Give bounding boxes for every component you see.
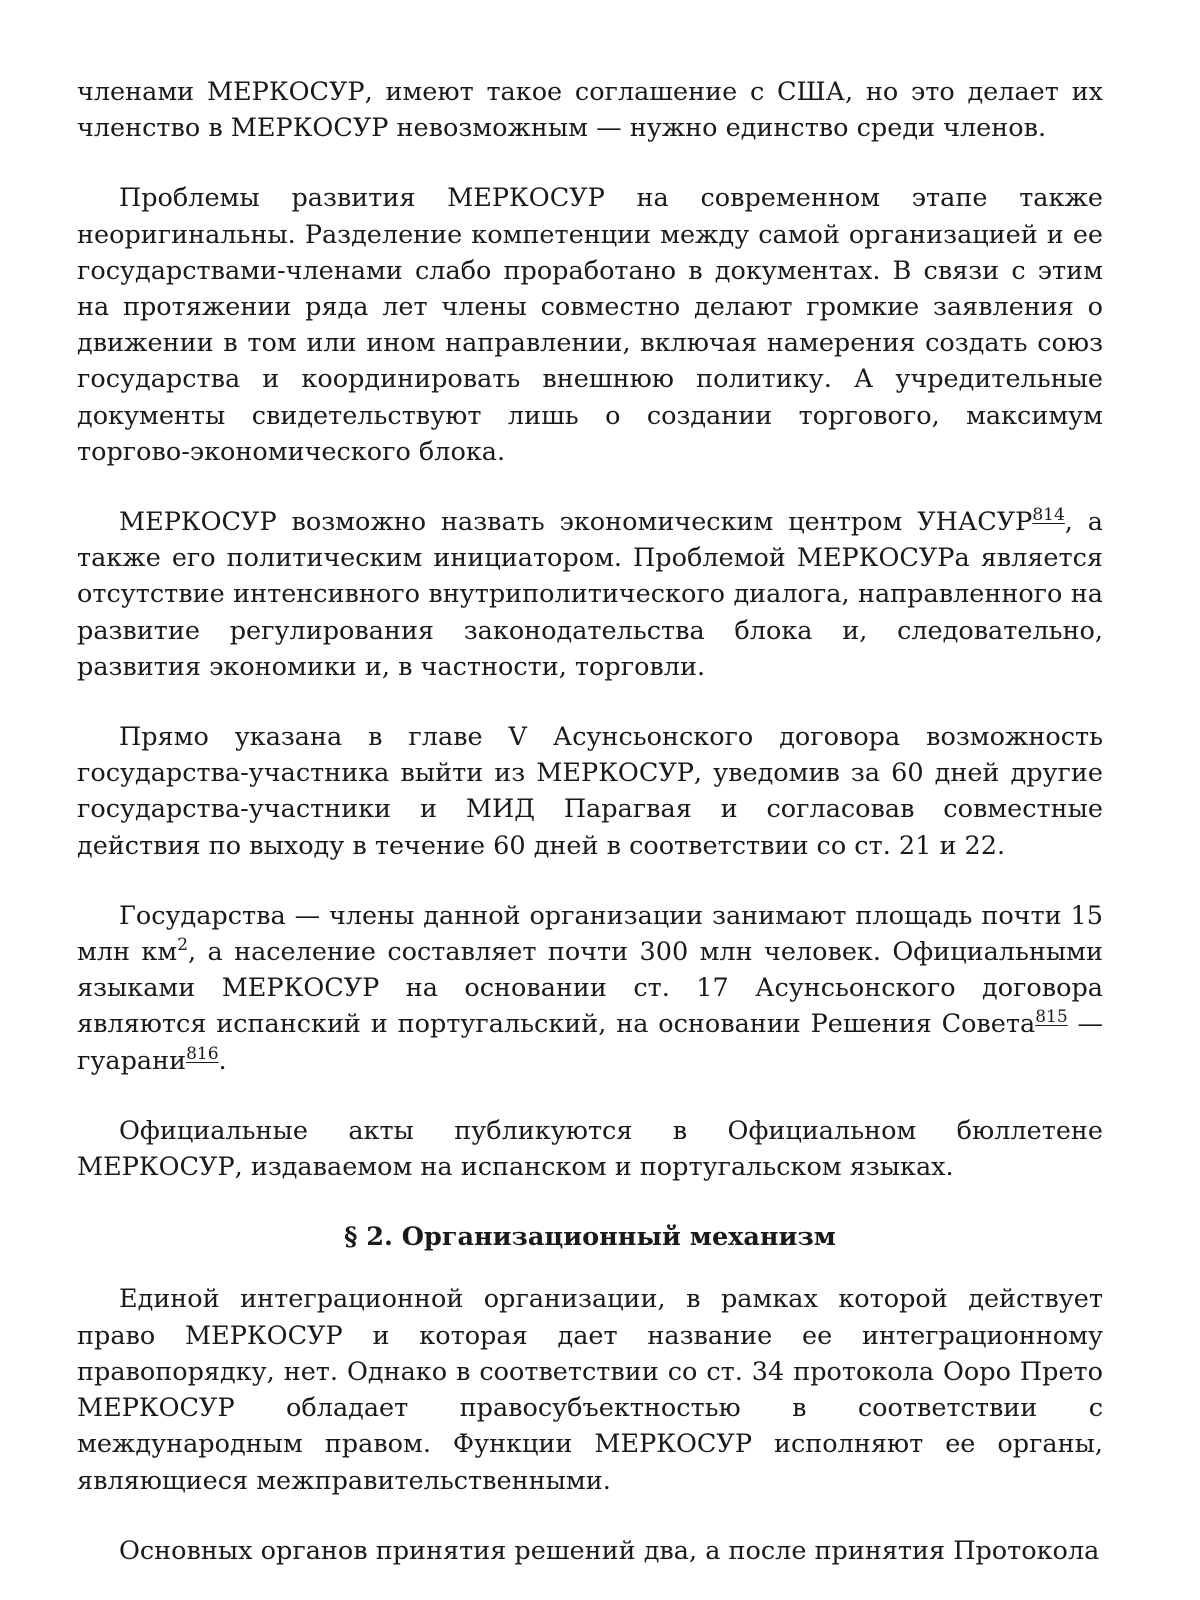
paragraph-text: , а население составляет почти 300 млн человек. Официальными языками МЕРКОСУР на основании ст. 17 Асунсьонского договора являются испанский и португальский, на основании Решения Совета	[77, 937, 1103, 1040]
paragraph-official-acts: Официальные акты публикуются в Официальном бюллетене МЕРКОСУР, издаваемом на испанском и португальском языках.	[77, 1115, 1103, 1183]
paragraph-text: Государства — члены данной организации занимают площадь почти 15 млн км	[77, 900, 1103, 968]
paragraph-text: , а также его политическим инициатором. Проблемой МЕРКОСУРа является отсутствие интенсивного внутриполитического диалога, направленного на развитие регулирования законодательства блока и, следовательно, развития экономики и, в частности, торговли.	[77, 507, 1103, 682]
paragraph-area-languages	[77, 898, 1103, 1079]
paragraph-withdrawal: Прямо указана в главе V Асунсьонского договора возможность государства-участника выйти из МЕРКОСУР, уведомив за 60 дней другие государства-участники и МИД Парагвая и согласовав совместные действия по выходу в течение 60 дней в соответствии со ст. 21 и 22.	[77, 722, 1103, 861]
paragraph-text: .	[218, 1045, 227, 1076]
paragraph-organs: Основных органов принятия решений два, а после принятия Протокола	[119, 1535, 1100, 1566]
paragraph-unasur	[77, 504, 1103, 685]
paragraph-organization: Единой интеграционной организации, в рамках которой действует право МЕРКОСУР и которая дает название ее интеграционному правопорядку, нет. Однако в соответствии со ст. 34 протокола Ооро Прето МЕРКОСУР обладает правосубъектностью в соответствии с международным правом. Функции МЕРКОСУР исполняют ее органы, являющиеся межправительственными.	[77, 1284, 1103, 1496]
footnote-ref-816[interactable]: 816	[186, 1043, 219, 1064]
section-heading: § 2. Организационный механизм	[344, 1222, 836, 1253]
paragraph-continued: членами МЕРКОСУР, имеют такое соглашение с США, но это делает их членство в МЕРКОСУР невозможным — нужно единство среди членов.	[77, 77, 1103, 144]
paragraph-text: — гуарани	[77, 1009, 1103, 1076]
footnote-ref-814[interactable]: 814	[1032, 505, 1065, 526]
superscript-squared: 2	[177, 935, 189, 956]
paragraph-text: МЕРКОСУР возможно назвать экономическим центром УНАСУР	[119, 507, 1033, 538]
paragraph-problems: Проблемы развития МЕРКОСУР на современном этапе также неоригинальны. Разделение компетенции между самой организацией и ее государствами-членами слабо проработано в документах. В связи с этим на протяжении ряда лет члены совместно делают громкие заявления о движении в том или ином направлении, включая намерения создать союз государства и координировать внешнюю политику. А учредительные документы свидетельствуют лишь о создании торгового, максимум торгово-экономического блока.	[77, 183, 1103, 467]
footnote-ref-815[interactable]: 815	[1035, 1007, 1068, 1028]
